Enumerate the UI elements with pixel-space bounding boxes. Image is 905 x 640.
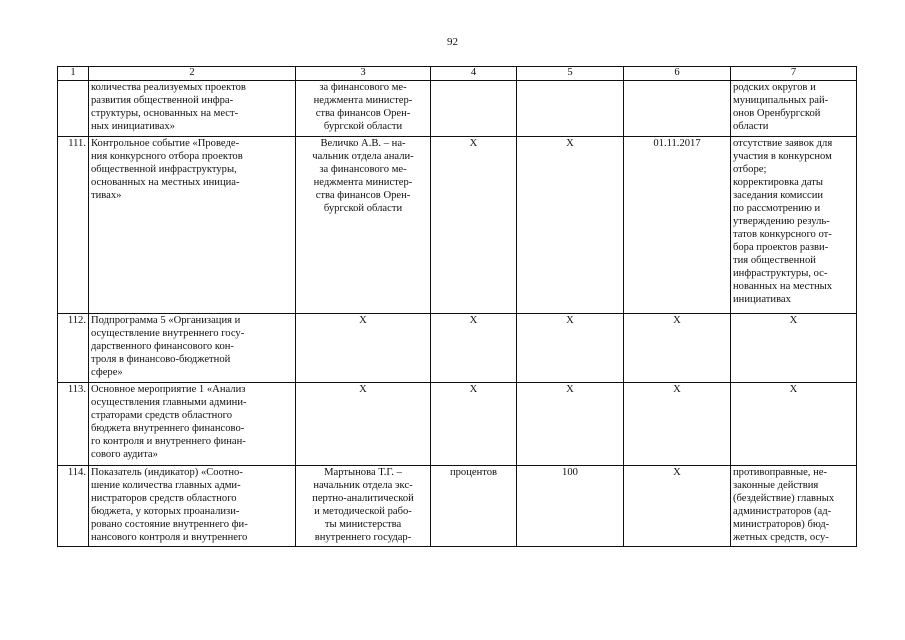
column-header-6: 6 <box>624 67 731 81</box>
row-note: родских округов и муниципальных рай- онов Оренбургской области <box>731 81 857 137</box>
row-value: X <box>517 383 624 466</box>
row-note: противоправные, не- законные действия (бездействие) главных администраторов (ад- министраторов) бюд- жетных средств, осу- <box>731 466 857 547</box>
row-unit: X <box>431 137 517 314</box>
row-unit: X <box>431 383 517 466</box>
row-number: 113. <box>58 383 89 466</box>
column-header-7: 7 <box>731 67 857 81</box>
row-date: X <box>624 466 731 547</box>
row-responsible: X <box>296 383 431 466</box>
row-number <box>58 81 89 137</box>
row-description: количества реализуемых проектов развития общественной инфра- структуры, основанных на мест- ных инициативах» <box>89 81 296 137</box>
row-responsible: Мартынова Т.Г. – начальник отдела экс- пертно-аналитической и методической рабо- ты министерства внутреннего государ- <box>296 466 431 547</box>
row-note: X <box>731 314 857 383</box>
column-header-4: 4 <box>431 67 517 81</box>
row-note: X <box>731 383 857 466</box>
row-date <box>624 81 731 137</box>
row-number: 111. <box>58 137 89 314</box>
table-row <box>58 466 857 547</box>
table-row <box>58 383 857 466</box>
row-responsible: за финансового ме- неджмента министер- ства финансов Орен- бургской области <box>296 81 431 137</box>
column-header-2: 2 <box>89 67 296 81</box>
row-responsible: Величко А.В. – на- чальник отдела анали- за финансового ме- неджмента министер- ства финансов Орен- бургской области <box>296 137 431 314</box>
row-unit: процентов <box>431 466 517 547</box>
row-unit <box>431 81 517 137</box>
row-description: Подпрограмма 5 «Организация и осуществление внутреннего госу- дарственного финансового кон- троля в финансово-бюджетной сфере» <box>89 314 296 383</box>
table-row <box>58 81 857 137</box>
row-unit: X <box>431 314 517 383</box>
column-header-3: 3 <box>296 67 431 81</box>
row-date: X <box>624 383 731 466</box>
row-value: X <box>517 137 624 314</box>
row-number: 114. <box>58 466 89 547</box>
plan-table <box>57 66 857 547</box>
row-description: Основное мероприятие 1 «Анализ осуществления главными админи- страторами средств областного бюджета внутреннего финансово- го контроля и внутреннего финан- сового аудита» <box>89 383 296 466</box>
row-note: отсутствие заявок для участия в конкурсном отборе; корректировка даты заседания комиссии по рассмотрению и утверждению резуль- татов конкурсного от- бора проектов разви- тия общественной инфраструктуры, ос- нованных на местных инициативах <box>731 137 857 314</box>
row-value: X <box>517 314 624 383</box>
table-row <box>58 137 857 314</box>
row-description: Показатель (индикатор) «Соотно- шение количества главных адми- нистраторов средств областного бюджета, у которых проанализи- ровано состояние внутреннего фи- нансового контроля и внутреннего <box>89 466 296 547</box>
row-responsible: X <box>296 314 431 383</box>
row-description: Контрольное событие «Проведе- ния конкурсного отбора проектов общественной инфраструктуры, основанных на местных инициа- тивах» <box>89 137 296 314</box>
column-header-1: 1 <box>58 67 89 81</box>
page-number: 92 <box>447 36 458 48</box>
table-row <box>58 314 857 383</box>
row-value: 100 <box>517 466 624 547</box>
header-row <box>58 67 857 81</box>
row-date: 01.11.2017 <box>624 137 731 314</box>
column-header-5: 5 <box>517 67 624 81</box>
row-number: 112. <box>58 314 89 383</box>
row-value <box>517 81 624 137</box>
row-date: X <box>624 314 731 383</box>
